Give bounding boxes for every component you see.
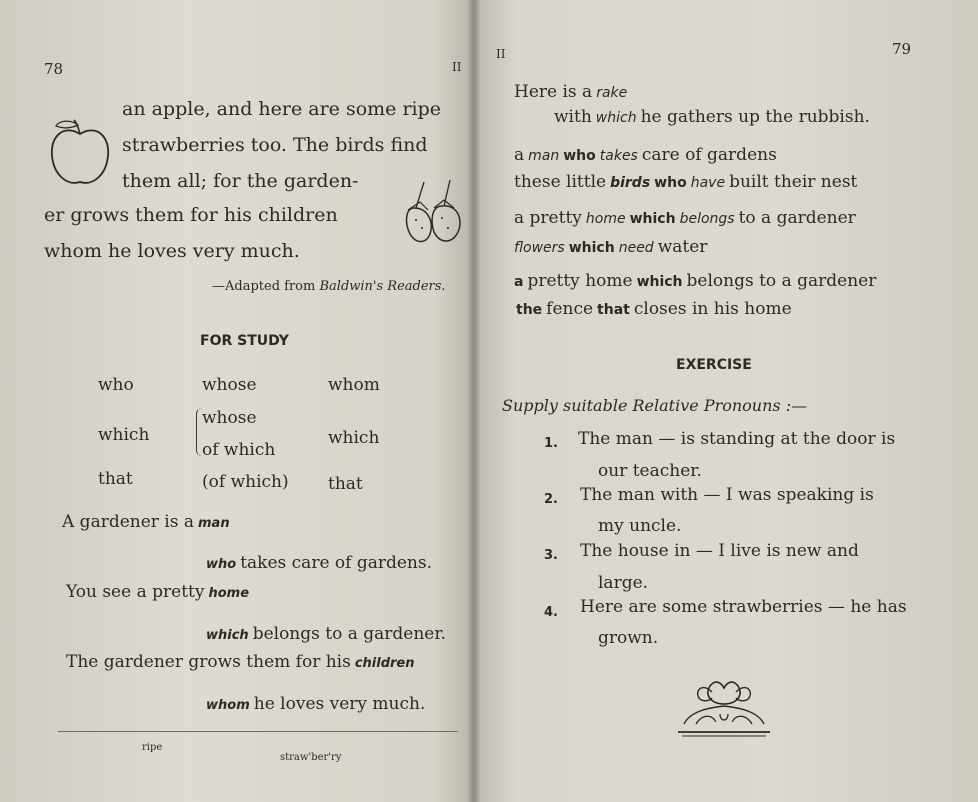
exercise-heading: EXERCISE [676,357,752,373]
example-line: You see a pretty home [66,582,250,602]
exercise-line: our teacher. [598,461,702,481]
example-line: with which he gathers up the rubbish. [554,107,870,127]
passage-line: whom he loves very much. [44,240,300,262]
example-line: who takes care of gardens. [206,553,433,573]
exercise-number: 1. [544,436,558,451]
page-number: 79 [892,40,912,58]
example-line: The gardener grows them for his children [66,652,415,672]
apple-illustration [48,116,112,188]
exercise-line: my uncle. [598,516,682,536]
example-line: a pretty home which belongs to a gardener [514,208,856,228]
study-word: that [98,469,133,489]
example-line: A gardener is a man [62,512,230,532]
exercise-line: grown. [598,628,659,648]
example-line: a man who takes care of gardens [514,145,777,165]
footnote-rule [58,731,458,732]
study-word: which [98,425,150,445]
study-word: whose [202,375,257,395]
study-word: of which [202,440,276,460]
exercise-line: Here are some strawberries — he has [580,597,907,617]
exercise-number: 3. [544,548,558,563]
strawberries-illustration [402,178,468,248]
for-study-heading: FOR STUDY [200,333,289,349]
footnote: straw'ber'ry [280,752,342,763]
study-word: that [328,474,363,494]
study-word: whose [202,408,257,428]
footnote: ripe [142,742,163,753]
book-gutter [468,0,480,802]
exercise-number: 2. [544,492,558,507]
study-word: which [328,428,380,448]
study-word: whom [328,375,380,395]
chapter-mark: II [496,47,506,61]
example-line: the fence that closes in his home [516,299,792,319]
passage-line: er grows them for his children [44,204,338,226]
passage-line: strawberries too. The birds find [122,134,428,156]
study-word: (of which) [202,472,289,492]
example-line: flowers which need water [514,237,708,257]
exercise-line: The man with — I was speaking is [580,485,874,505]
exercise-line: large. [598,573,649,593]
example-line: a pretty home which belongs to a gardener [514,271,877,291]
attribution: —Adapted from Baldwin's Readers. [212,279,446,294]
passage-line: an apple, and here are some ripe [122,98,442,120]
exercise-instruction: Supply suitable Relative Pronouns :— [502,396,808,415]
page-number: 78 [44,60,64,78]
ornament-icon [676,674,772,740]
example-line: these little birds who have built their nest [514,172,858,192]
example-line: whom he loves very much. [206,694,426,714]
example-line: Here is a rake [514,82,628,102]
exercise-line: The house in — I live is new and [580,541,859,561]
passage-line: them all; for the garden- [122,170,359,192]
example-line: which belongs to a gardener. [206,624,447,644]
exercise-number: 4. [544,605,558,620]
exercise-line: The man — is standing at the door is [578,429,896,449]
study-word: who [98,375,134,395]
chapter-mark: II [452,60,462,74]
